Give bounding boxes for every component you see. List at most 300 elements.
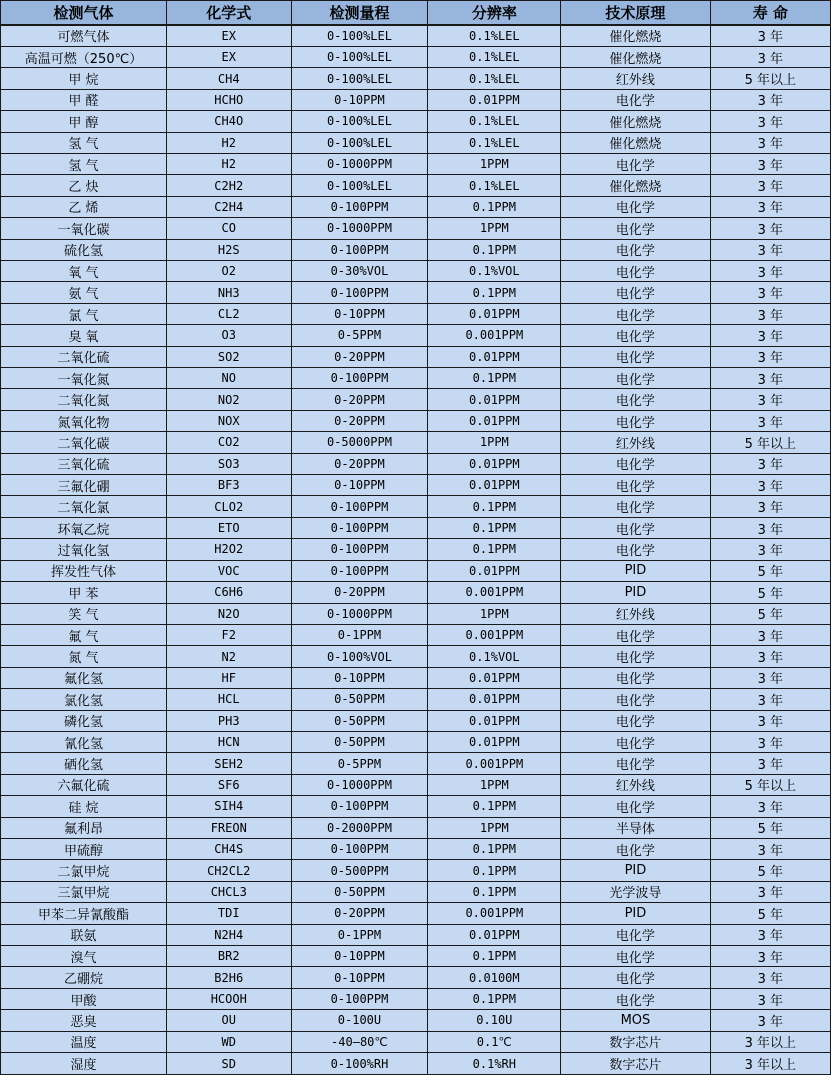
cell-resolution: 1PPM [428,153,561,174]
cell-lifespan: 3 年 [710,496,830,517]
cell-principle: 催化燃烧 [561,175,710,196]
cell-formula: WD [167,1031,292,1052]
cell-formula: C2H4 [167,196,292,217]
cell-gas: 氰化氢 [1,731,167,752]
cell-formula: NH3 [167,282,292,303]
cell-resolution: 0.1PPM [428,539,561,560]
cell-principle: 电化学 [561,796,710,817]
cell-lifespan: 3 年 [710,646,830,667]
cell-gas: 甲 烷 [1,68,167,89]
table-row [1,689,831,710]
cell-principle: 电化学 [561,946,710,967]
cell-range: 0-100%LEL [291,25,428,47]
cell-formula: C6H6 [167,582,292,603]
cell-gas: 氮 气 [1,646,167,667]
table-row [1,817,831,838]
cell-formula: ETO [167,517,292,538]
column-header-principle: 技术原理 [561,1,710,25]
cell-formula: N2O [167,603,292,624]
cell-resolution: 0.1PPM [428,196,561,217]
cell-gas: 三氧化硫 [1,453,167,474]
cell-lifespan: 3 年 [710,946,830,967]
cell-lifespan: 3 年 [710,389,830,410]
cell-range: 0-100PPM [291,539,428,560]
cell-gas: 氯化氢 [1,689,167,710]
cell-lifespan: 3 年 [710,731,830,752]
table-row [1,967,831,988]
cell-lifespan: 3 年 [710,624,830,645]
cell-gas: 笑 气 [1,603,167,624]
table-row [1,218,831,239]
cell-principle: 电化学 [561,325,710,346]
cell-principle: 电化学 [561,517,710,538]
cell-formula: N2 [167,646,292,667]
cell-resolution: 0.1℃ [428,1031,561,1052]
cell-formula: EX [167,46,292,67]
cell-gas: 湿度 [1,1053,167,1075]
cell-range: 0-10PPM [291,303,428,324]
cell-resolution: 0.001PPM [428,582,561,603]
cell-principle: 电化学 [561,838,710,859]
cell-resolution: 0.01PPM [428,710,561,731]
cell-resolution: 0.10U [428,1010,561,1031]
cell-formula: SD [167,1053,292,1075]
cell-lifespan: 3 年 [710,153,830,174]
cell-gas: 一氧化氮 [1,368,167,389]
cell-gas: 硅 烷 [1,796,167,817]
cell-lifespan: 3 年 [710,218,830,239]
table-row [1,603,831,624]
table-row [1,239,831,260]
cell-range: 0-100U [291,1010,428,1031]
cell-formula: NO2 [167,389,292,410]
cell-principle: 电化学 [561,689,710,710]
cell-resolution: 0.1PPM [428,988,561,1009]
cell-resolution: 0.1PPM [428,796,561,817]
cell-formula: CH2CL2 [167,860,292,881]
table-row [1,46,831,67]
cell-range: 0-100%VOL [291,646,428,667]
cell-lifespan: 3 年 [710,453,830,474]
cell-range: 0-100%LEL [291,111,428,132]
table-row [1,624,831,645]
cell-formula: HCOOH [167,988,292,1009]
cell-formula: CO2 [167,432,292,453]
cell-range: 0-20PPM [291,453,428,474]
table-row [1,410,831,431]
cell-gas: 臭 氧 [1,325,167,346]
cell-gas: 二氯甲烷 [1,860,167,881]
cell-gas: 三氟化硼 [1,475,167,496]
cell-principle: 催化燃烧 [561,46,710,67]
cell-resolution: 0.01PPM [428,410,561,431]
cell-lifespan: 3 年 [710,475,830,496]
cell-formula: SIH4 [167,796,292,817]
cell-gas: 氟化氢 [1,667,167,688]
cell-gas: 氮氧化物 [1,410,167,431]
cell-gas: 乙硼烷 [1,967,167,988]
table-row [1,175,831,196]
cell-lifespan: 5 年 [710,860,830,881]
cell-range: 0-100PPM [291,517,428,538]
cell-range: 0-10PPM [291,946,428,967]
table-row [1,196,831,217]
cell-formula: B2H6 [167,967,292,988]
cell-gas: 高温可燃（250℃） [1,46,167,67]
cell-principle: 电化学 [561,753,710,774]
cell-lifespan: 3 年 [710,667,830,688]
table-row [1,475,831,496]
column-header-resolution: 分辨率 [428,1,561,25]
cell-principle: 数字芯片 [561,1031,710,1052]
cell-formula: H2O2 [167,539,292,560]
cell-resolution: 0.001PPM [428,903,561,924]
cell-resolution: 0.1%LEL [428,68,561,89]
cell-range: 0-500PPM [291,860,428,881]
cell-formula: EX [167,25,292,47]
cell-formula: NOX [167,410,292,431]
cell-resolution: 1PPM [428,218,561,239]
cell-range: 0-1PPM [291,624,428,645]
cell-principle: PID [561,560,710,581]
cell-resolution: 0.001PPM [428,624,561,645]
table-row [1,517,831,538]
table-row [1,753,831,774]
cell-lifespan: 3 年 [710,796,830,817]
cell-range: 0-100%LEL [291,175,428,196]
table-row [1,1031,831,1052]
cell-formula: HCL [167,689,292,710]
cell-range: 0-100%LEL [291,68,428,89]
cell-principle: 电化学 [561,731,710,752]
cell-resolution: 0.01PPM [428,475,561,496]
cell-range: 0-20PPM [291,582,428,603]
cell-gas: 甲 苯 [1,582,167,603]
cell-gas: 二氧化碳 [1,432,167,453]
table-body [1,25,831,1075]
cell-principle: 电化学 [561,346,710,367]
cell-formula: PH3 [167,710,292,731]
cell-lifespan: 5 年 [710,603,830,624]
cell-formula: VOC [167,560,292,581]
cell-gas: 可燃气体 [1,25,167,47]
table-row [1,432,831,453]
cell-range: 0-1000PPM [291,153,428,174]
cell-formula: H2S [167,239,292,260]
cell-lifespan: 5 年 [710,817,830,838]
cell-principle: 电化学 [561,218,710,239]
table-row [1,539,831,560]
cell-principle: 红外线 [561,68,710,89]
cell-principle: PID [561,582,710,603]
cell-principle: 电化学 [561,646,710,667]
cell-lifespan: 3 年 [710,689,830,710]
cell-range: 0-2000PPM [291,817,428,838]
table-row [1,453,831,474]
cell-gas: 氧 气 [1,261,167,282]
cell-range: 0-100PPM [291,796,428,817]
cell-lifespan: 3 年 [710,325,830,346]
table-row [1,132,831,153]
cell-lifespan: 3 年 [710,261,830,282]
cell-range: 0-50PPM [291,689,428,710]
cell-range: 0-100PPM [291,988,428,1009]
cell-lifespan: 3 年 [710,838,830,859]
cell-gas: 二氧化氯 [1,496,167,517]
cell-resolution: 0.1%LEL [428,132,561,153]
cell-range: 0-5000PPM [291,432,428,453]
cell-range: 0-10PPM [291,475,428,496]
cell-resolution: 0.1PPM [428,860,561,881]
cell-range: 0-100PPM [291,239,428,260]
cell-formula: CHCL3 [167,881,292,902]
cell-principle: 电化学 [561,710,710,731]
cell-formula: CLO2 [167,496,292,517]
cell-principle: 红外线 [561,603,710,624]
cell-lifespan: 3 年 [710,753,830,774]
cell-resolution: 0.01PPM [428,689,561,710]
cell-range: 0-50PPM [291,710,428,731]
table-row [1,68,831,89]
table-row [1,496,831,517]
cell-formula: HF [167,667,292,688]
cell-principle: 电化学 [561,410,710,431]
cell-lifespan: 3 年 [710,1010,830,1031]
cell-range: 0-50PPM [291,731,428,752]
table-row [1,796,831,817]
cell-lifespan: 3 年 [710,196,830,217]
cell-lifespan: 3 年 [710,967,830,988]
cell-range: 0-50PPM [291,881,428,902]
cell-gas: 温度 [1,1031,167,1052]
table-row [1,946,831,967]
cell-formula: CH4S [167,838,292,859]
cell-range: 0-10PPM [291,667,428,688]
cell-gas: 甲酸 [1,988,167,1009]
cell-lifespan: 3 年 [710,303,830,324]
cell-formula: NO [167,368,292,389]
cell-formula: HCN [167,731,292,752]
table-row [1,325,831,346]
table-row [1,988,831,1009]
cell-principle: 电化学 [561,967,710,988]
cell-principle: 电化学 [561,196,710,217]
cell-range: 0-100%RH [291,1053,428,1075]
table-row [1,646,831,667]
cell-range: 0-100PPM [291,496,428,517]
table-row [1,582,831,603]
cell-range: 0-1000PPM [291,774,428,795]
table-row [1,881,831,902]
cell-resolution: 0.1PPM [428,368,561,389]
table-row [1,560,831,581]
cell-lifespan: 3 年 [710,988,830,1009]
cell-formula: HCHO [167,89,292,110]
cell-formula: O3 [167,325,292,346]
cell-range: 0-1000PPM [291,218,428,239]
cell-resolution: 0.01PPM [428,667,561,688]
table-row [1,1053,831,1075]
cell-resolution: 0.01PPM [428,303,561,324]
cell-range: 0-10PPM [291,89,428,110]
cell-gas: 环氧乙烷 [1,517,167,538]
cell-principle: 催化燃烧 [561,111,710,132]
cell-lifespan: 5 年 [710,582,830,603]
table-row [1,924,831,945]
cell-range: 0-1PPM [291,924,428,945]
table-row [1,710,831,731]
cell-range: 0-100PPM [291,560,428,581]
cell-gas: 甲硫醇 [1,838,167,859]
cell-gas: 六氟化硫 [1,774,167,795]
cell-lifespan: 3 年以上 [710,1053,830,1075]
cell-principle: MOS [561,1010,710,1031]
cell-principle: 电化学 [561,539,710,560]
cell-gas: 氢 气 [1,153,167,174]
column-header-lifespan: 寿 命 [710,1,830,25]
cell-resolution: 0.01PPM [428,560,561,581]
cell-formula: C2H2 [167,175,292,196]
cell-principle: 光学波导 [561,881,710,902]
table-row [1,153,831,174]
cell-resolution: 0.1PPM [428,881,561,902]
cell-lifespan: 5 年 [710,560,830,581]
cell-resolution: 0.1PPM [428,517,561,538]
cell-range: 0-100%LEL [291,132,428,153]
cell-formula: SEH2 [167,753,292,774]
cell-range: 0-100PPM [291,838,428,859]
cell-resolution: 0.01PPM [428,453,561,474]
table-row [1,368,831,389]
cell-formula: O2 [167,261,292,282]
cell-range: -40—80℃ [291,1031,428,1052]
cell-resolution: 0.01PPM [428,346,561,367]
cell-range: 0-5PPM [291,753,428,774]
cell-resolution: 0.1PPM [428,496,561,517]
cell-resolution: 0.01PPM [428,924,561,945]
cell-principle: 电化学 [561,988,710,1009]
cell-resolution: 1PPM [428,817,561,838]
cell-principle: 数字芯片 [561,1053,710,1075]
cell-resolution: 0.1%LEL [428,175,561,196]
cell-lifespan: 3 年 [710,410,830,431]
cell-range: 0-100PPM [291,196,428,217]
cell-range: 0-20PPM [291,346,428,367]
cell-resolution: 1PPM [428,774,561,795]
cell-gas: 磷化氢 [1,710,167,731]
cell-lifespan: 3 年 [710,132,830,153]
cell-lifespan: 3 年以上 [710,1031,830,1052]
cell-range: 0-20PPM [291,389,428,410]
cell-principle: 电化学 [561,475,710,496]
cell-formula: CH4 [167,68,292,89]
cell-lifespan: 5 年以上 [710,68,830,89]
cell-gas: 硒化氢 [1,753,167,774]
table-row [1,303,831,324]
cell-lifespan: 3 年 [710,710,830,731]
cell-principle: 电化学 [561,624,710,645]
cell-resolution: 0.1PPM [428,239,561,260]
cell-gas: 乙 炔 [1,175,167,196]
cell-gas: 二氧化硫 [1,346,167,367]
cell-principle: 电化学 [561,453,710,474]
table-row [1,731,831,752]
cell-gas: 一氧化碳 [1,218,167,239]
cell-principle: 电化学 [561,153,710,174]
cell-gas: 三氯甲烷 [1,881,167,902]
cell-lifespan: 3 年 [710,346,830,367]
cell-lifespan: 3 年 [710,89,830,110]
cell-range: 0-30%VOL [291,261,428,282]
cell-resolution: 1PPM [428,432,561,453]
cell-resolution: 0.1PPM [428,946,561,967]
cell-resolution: 0.1PPM [428,282,561,303]
table-row [1,389,831,410]
cell-resolution: 0.001PPM [428,753,561,774]
cell-lifespan: 3 年 [710,25,830,47]
cell-principle: 电化学 [561,89,710,110]
cell-principle: 电化学 [561,924,710,945]
cell-gas: 氨 气 [1,282,167,303]
cell-range: 0-1000PPM [291,603,428,624]
table-row [1,903,831,924]
cell-formula: FREON [167,817,292,838]
cell-gas: 氢 气 [1,132,167,153]
cell-formula: OU [167,1010,292,1031]
cell-lifespan: 3 年 [710,282,830,303]
cell-range: 0-100PPM [291,282,428,303]
cell-formula: SO2 [167,346,292,367]
cell-lifespan: 3 年 [710,924,830,945]
cell-lifespan: 3 年 [710,881,830,902]
cell-resolution: 0.1%LEL [428,111,561,132]
cell-resolution: 0.1PPM [428,838,561,859]
cell-principle: 催化燃烧 [561,132,710,153]
cell-resolution: 0.1%LEL [428,46,561,67]
cell-principle: 红外线 [561,774,710,795]
table-row [1,1010,831,1031]
cell-principle: PID [561,903,710,924]
cell-formula: TDI [167,903,292,924]
table-row [1,860,831,881]
cell-formula: H2 [167,153,292,174]
cell-principle: 电化学 [561,282,710,303]
cell-formula: BR2 [167,946,292,967]
cell-formula: N2H4 [167,924,292,945]
cell-gas: 甲 醛 [1,89,167,110]
table-row [1,774,831,795]
cell-resolution: 0.1%VOL [428,646,561,667]
cell-gas: 过氧化氢 [1,539,167,560]
cell-resolution: 0.001PPM [428,325,561,346]
cell-principle: 电化学 [561,368,710,389]
column-header-range: 检测量程 [291,1,428,25]
cell-resolution: 0.01PPM [428,389,561,410]
cell-lifespan: 3 年 [710,517,830,538]
cell-lifespan: 3 年 [710,175,830,196]
cell-range: 0-20PPM [291,903,428,924]
cell-principle: 半导体 [561,817,710,838]
cell-formula: CH4O [167,111,292,132]
cell-principle: 电化学 [561,496,710,517]
cell-lifespan: 3 年 [710,368,830,389]
cell-resolution: 0.1%RH [428,1053,561,1075]
table-row [1,838,831,859]
cell-range: 0-5PPM [291,325,428,346]
cell-lifespan: 3 年 [710,239,830,260]
cell-gas: 溴气 [1,946,167,967]
cell-range: 0-100PPM [291,368,428,389]
